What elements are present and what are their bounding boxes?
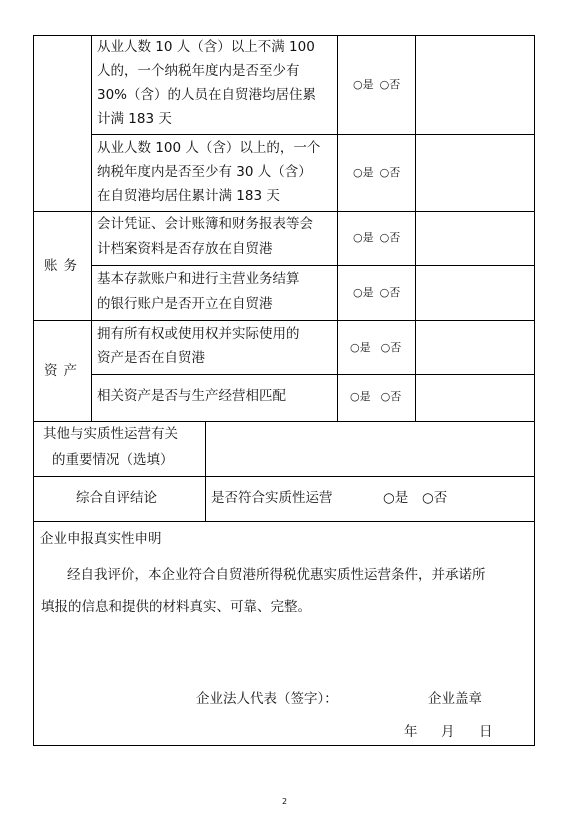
no-radio[interactable]: ○否	[379, 231, 401, 244]
yes-radio[interactable]: ○是	[353, 78, 374, 91]
rule	[33, 35, 535, 36]
rule	[91, 35, 92, 421]
declaration-title: 企业申报真实性申明	[40, 531, 162, 547]
page-number: 2	[282, 797, 288, 806]
criteria-text: 相关资产是否与生产经营相匹配	[97, 388, 286, 404]
criteria-text: 基本存款账户和进行主营业务结算	[97, 271, 300, 287]
yes-no-choice	[353, 78, 400, 92]
criteria-text: 资产是否在自贸港	[97, 350, 205, 366]
yes-no-choice	[350, 341, 401, 355]
criteria-text: 拥有所有权或使用权并实际使用的	[97, 326, 300, 342]
yes-no-choice	[353, 231, 400, 245]
no-radio[interactable]: ○否	[379, 166, 401, 179]
criteria-text: 在自贸港均居住累计满 183 天	[97, 188, 280, 204]
category-assets: 资产	[44, 363, 83, 379]
criteria-text: 计满 183 天	[97, 111, 172, 127]
category-accounts: 账务	[44, 258, 83, 274]
rule	[91, 265, 535, 266]
other-info-label: 的重要情况（选填）	[52, 452, 174, 468]
legal-rep-signature-label: 企业法人代表（签字）：	[196, 691, 338, 707]
other-info-label: 其他与实质性运营有关	[43, 426, 178, 442]
yes-radio[interactable]: ○是	[350, 390, 371, 403]
yes-no-choice	[353, 286, 400, 300]
date-month-label: 月	[441, 724, 455, 740]
other-info-field[interactable]	[206, 422, 534, 475]
criteria-text: 纳税年度内是否至少有 30 人（含）	[97, 164, 312, 180]
rule	[33, 476, 535, 477]
rule	[33, 320, 535, 321]
rule	[33, 211, 535, 212]
rule	[33, 521, 535, 522]
no-radio[interactable]: ○否	[380, 390, 402, 403]
rule	[91, 134, 535, 135]
no-radio[interactable]: ○否	[379, 78, 401, 91]
date-day-label: 日	[479, 724, 493, 740]
conclusion-yes-radio[interactable]: ○是	[383, 490, 409, 506]
company-seal-label: 企业盖章	[428, 691, 482, 707]
yes-radio[interactable]: ○是	[353, 286, 374, 299]
yes-radio[interactable]: ○是	[353, 166, 374, 179]
yes-no-choice	[353, 166, 400, 180]
yes-no-choice	[350, 390, 401, 404]
yes-radio[interactable]: ○是	[353, 231, 374, 244]
conclusion-label: 综合自评结论	[76, 490, 157, 506]
criteria-text: 会计凭证、会计账簿和财务报表等会	[97, 216, 313, 232]
rule	[337, 35, 338, 421]
criteria-text: 人的，一个纳税年度内是否至少有	[97, 63, 300, 79]
rule	[534, 35, 535, 746]
no-radio[interactable]: ○否	[379, 286, 401, 299]
rule	[33, 35, 34, 746]
rule	[91, 374, 535, 375]
declaration-body: 填报的信息和提供的材料真实、可靠、完整。	[41, 599, 311, 615]
criteria-text: 从业人数 100 人（含）以上的，一个	[97, 140, 321, 156]
date-year-label: 年	[404, 724, 418, 740]
criteria-text: 的银行账户是否开立在自贸港	[97, 296, 273, 312]
conclusion-no-radio[interactable]: ○否	[422, 490, 448, 506]
criteria-text: 30%（含）的人员在自贸港均居住累	[97, 87, 317, 103]
conclusion-question: 是否符合实质性运营	[211, 490, 333, 506]
criteria-text: 计档案资料是否存放在自贸港	[97, 241, 273, 257]
no-radio[interactable]: ○否	[380, 341, 402, 354]
yes-radio[interactable]: ○是	[350, 341, 371, 354]
declaration-body: 经自我评价，本企业符合自贸港所得税优惠实质性运营条件，并承诺所	[67, 567, 486, 583]
rule	[415, 35, 416, 421]
rule	[33, 745, 535, 746]
criteria-text: 从业人数 10 人（含）以上不满 100	[97, 39, 315, 55]
